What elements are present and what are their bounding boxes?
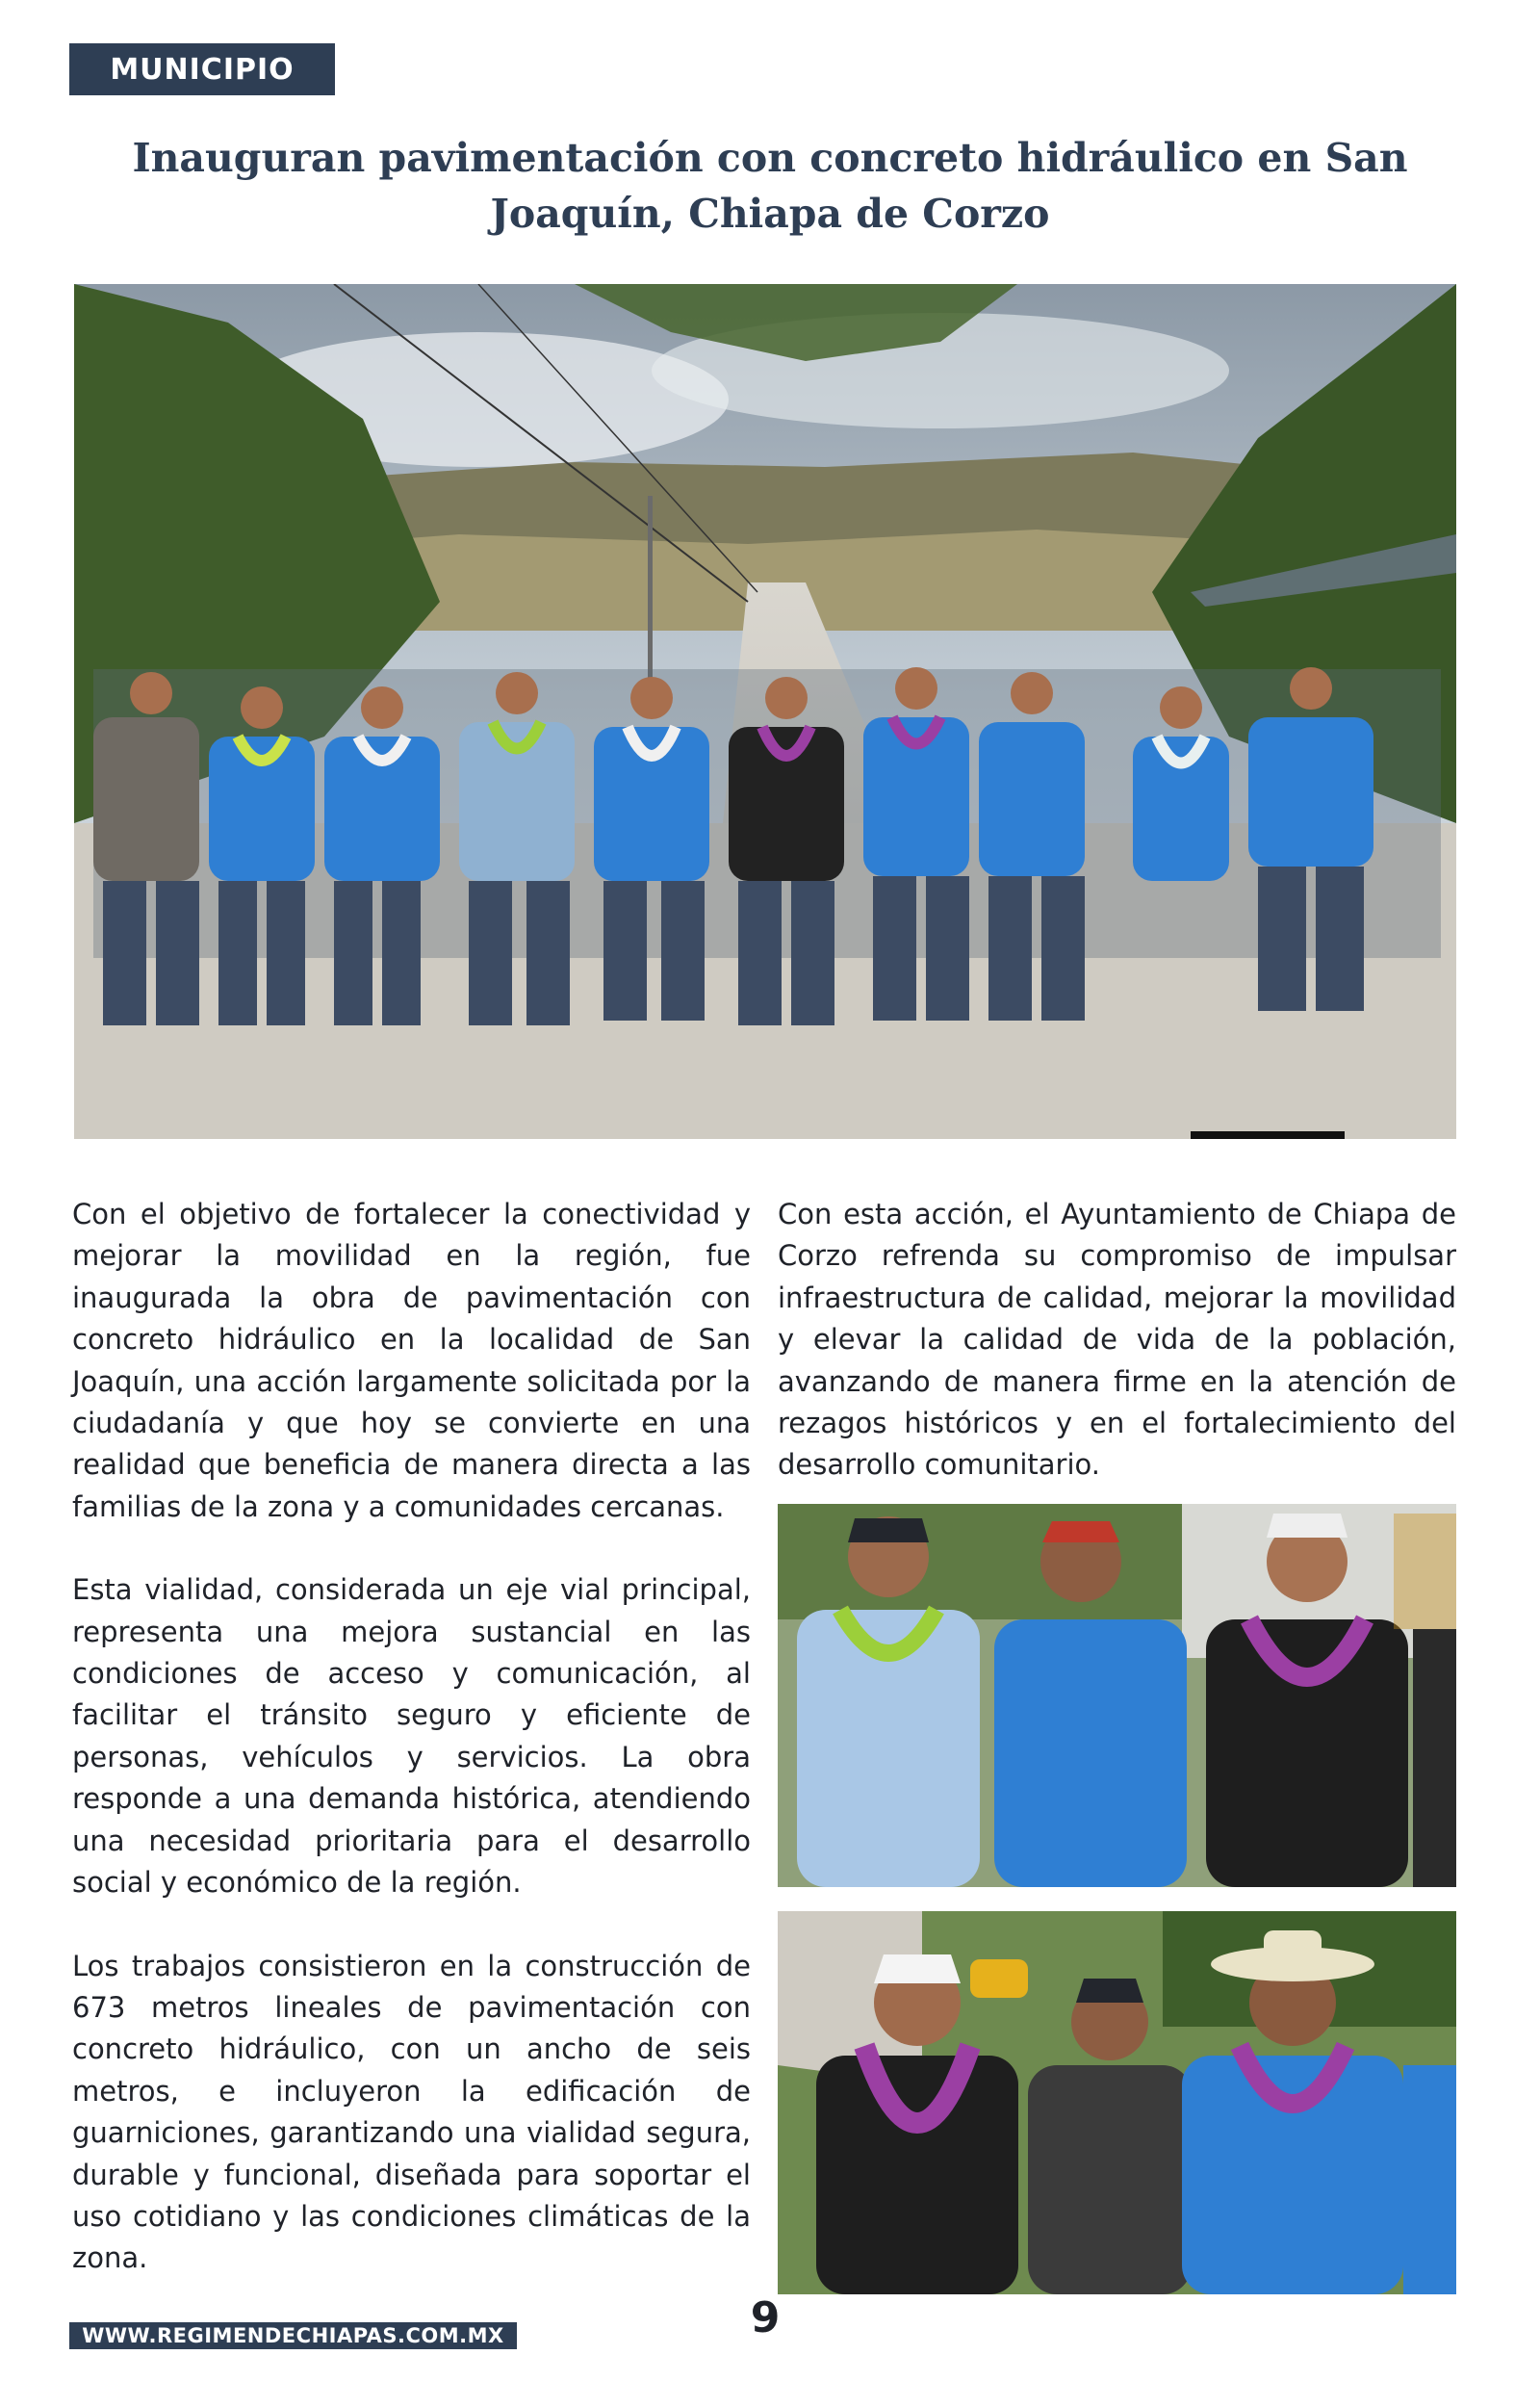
article-paragraph: Los trabajos consistieron en la construcción de 673 metros lineales de pavimentación con concreto hidráulico, con un ancho de seis metros, e incluyeron la edificación de guarniciones, garantizando una vialidad segura, durable y funcional, diseñada para soportar el uso cotidiano y las condiciones climáticas de la zona. (72, 1949, 751, 2275)
article-headline: Inauguran pavimentación con concreto hidráulico en San Joaquín, Chiapa de Corzo (132, 135, 1408, 237)
speech-photo (778, 1504, 1456, 1887)
article-paragraph: Con esta acción, el Ayuntamiento de Chiapa de Corzo refrenda su compromiso de impulsar infraestructura de calidad, mejorar la movilidad y elevar la calidad de vida de la población, avanzando de manera firme en la atención de rezagos históricos y en el fortalecimiento del desarrollo comunitario. (778, 1198, 1456, 1482)
inauguration-group-photo (74, 284, 1456, 1139)
article-paragraph: Con el objetivo de fortalecer la conectividad y mejorar la movilidad en la región, fue inaugurada la obra de pavimentación con concreto hidráulico en la localidad de San Joaquín, una acción largamente solicitada por la ciudadanía y que hoy se convierte en una realidad que beneficia de manera directa a las familias de la zona y a comunidades cercanas. (72, 1198, 751, 1523)
article-body-left (72, 1194, 751, 2321)
website-url[interactable]: WWW.REGIMENDECHIAPAS.COM.MX (69, 2322, 517, 2349)
article-body-right (778, 1194, 1456, 1528)
page-number: 9 (750, 2293, 781, 2342)
ceremony-photo (778, 1911, 1456, 2294)
article-paragraph: Esta vialidad, considerada un eje vial principal, representa una mejora sustancial en las condiciones de acceso y comunicación, al facilitar el tránsito seguro y eficiente de personas, vehículos y servicios. La obra responde a una demanda histórica, atendiendo una necesidad prioritaria para el desarrollo social y económico de la región. (72, 1573, 751, 1900)
section-tag: MUNICIPIO (69, 43, 335, 95)
